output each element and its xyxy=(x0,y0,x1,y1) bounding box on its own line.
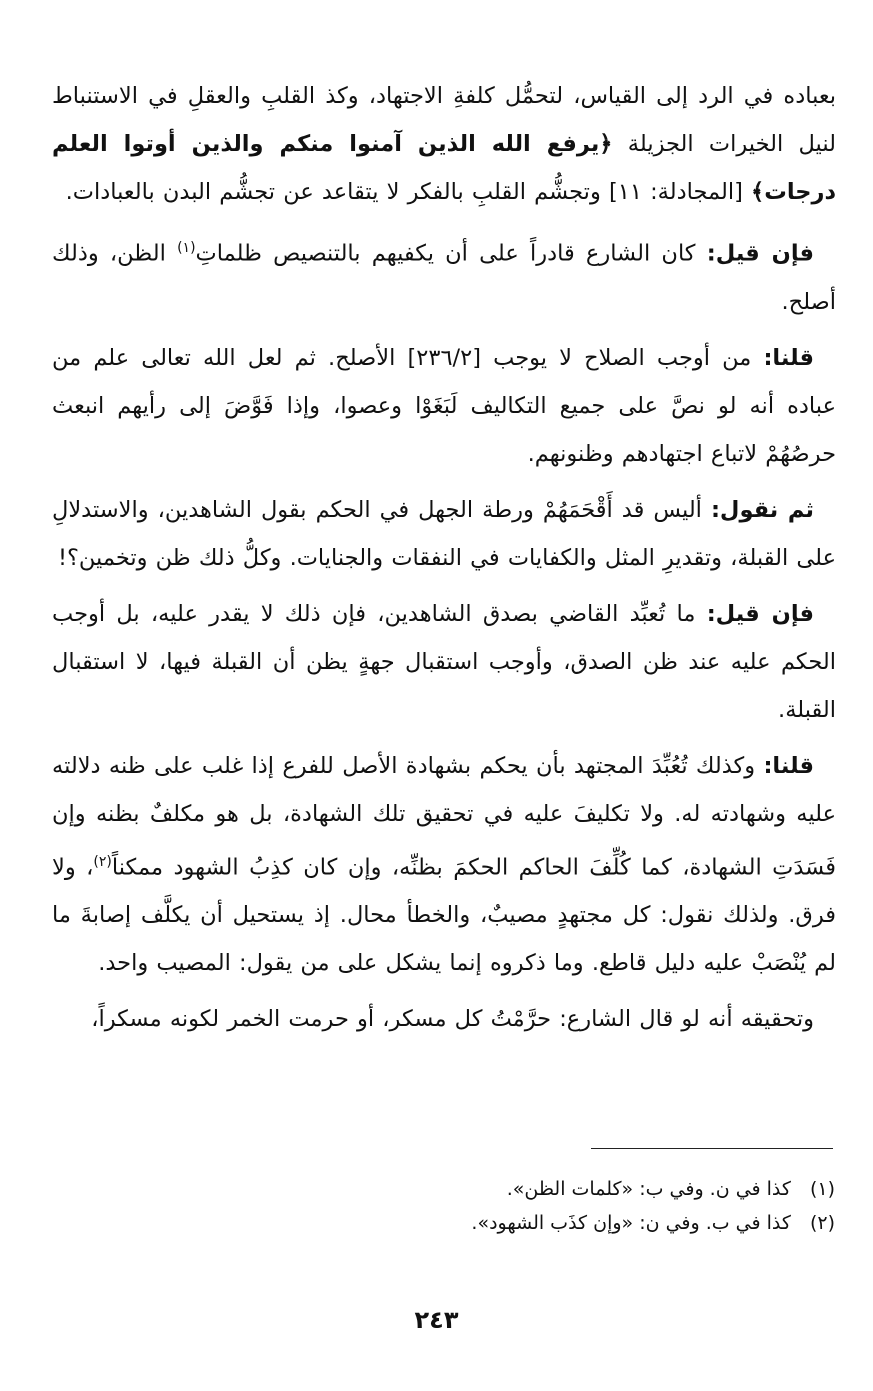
page-number: ٢٤٣ xyxy=(414,1306,459,1334)
footnote-1-number: (١) xyxy=(809,1178,835,1200)
paragraph-6 xyxy=(52,742,836,988)
paragraph-1-text-a: بعباده في الرد إلى القياس، لتحمُّل كلفةِ الاجتهاد، وكذ القلبِ والعقلِ في الاستنباط لنيل الخيرات الجزيلة xyxy=(52,83,836,157)
footnote-ref-2: (٢) xyxy=(93,853,112,870)
paragraph-3 xyxy=(52,334,836,478)
paragraph-7-text: وتحقيقه أنه لو قال الشارع: حرَّمْتُ كل مسكر، أو حرمت الخمر لكونه مسكراً، xyxy=(91,1006,814,1032)
paragraph-3-lead: قلنا: xyxy=(763,344,814,371)
paragraph-2-lead: فإن قيل: xyxy=(706,240,814,267)
paragraph-5 xyxy=(52,590,836,734)
footnote-ref-1: (١) xyxy=(177,240,196,256)
paragraph-3-text: من أوجب الصلاح لا يوجب [٢٣٦/٢] الأصلح. ثم لعل الله تعالى علم من عباده أنه لو نصَّ على جميع التكاليف لَبَغَوْا وعصوا، وإذا فَوَّضَ إلى رأيهم انبعث حرصُهُمْ لاتباع اجتهادهم وظنونهم. xyxy=(52,344,836,467)
footnote-1 xyxy=(75,1172,835,1206)
paragraph-5-lead: فإن قيل: xyxy=(706,600,814,627)
paragraph-6-lead: قلنا: xyxy=(763,752,814,779)
paragraph-1 xyxy=(52,72,836,216)
paragraph-5-text: ما تُعبِّد القاضي بصدق الشاهدين، فإن ذلك لا يقدر عليه، بل أوجب الحكم عليه عند ظن الصدق، وأوجب استقبال جهةٍ يظن أن القبلة فيها، لا استقبال القبلة. xyxy=(52,600,836,723)
paragraph-2-text-b: الظن، وذلك أصلح. xyxy=(52,240,836,315)
paragraph-1-text-b: [المجادلة: ١١] وتجشُّم القلبِ بالفكر لا يتقاعد عن تجشُّم البدن بالعبادات. xyxy=(65,179,752,205)
footnote-1-text: كذا في ن. وفي ب: «كلمات الظن». xyxy=(506,1178,791,1200)
footnote-divider xyxy=(591,1148,833,1149)
paragraph-4 xyxy=(52,486,836,582)
footnote-2-number: (٢) xyxy=(809,1212,835,1234)
footnote-2 xyxy=(75,1206,835,1240)
footnote-2-text: كذا في ب. وفي ن: «وإن كذَب الشهود». xyxy=(471,1212,791,1234)
paragraph-4-lead: ثم نقول: xyxy=(710,496,814,523)
page-body xyxy=(52,72,836,1051)
paragraph-2 xyxy=(52,224,836,326)
paragraph-7 xyxy=(52,995,836,1043)
paragraph-6-text-a: وكذلك تُعُبِّدَ المجتهد بأن يحكم بشهادة الأصل للفرع إذا غلب على ظنه دلالته عليه وشهادته له. ولا تكليفَ عليه في تحقيق تلك الشهادة، بل هو مكلفٌ بظنه وإن فَسَدَتِ الشهادة، كما كُلِّفَ الحاكم الحكمَ بظنِّه، وإن كان كذِبُ الشهود ممكناً xyxy=(52,752,836,880)
quran-verse: ﴿يرفع الله الذين آمنوا منكم والذين أوتوا العلم درجات﴾ xyxy=(52,131,836,205)
paragraph-4-text: أليس قد أَقْحَمَهُمْ ورطة الجهل في الحكم بقول الشاهدين، والاستدلالِ على القبلة، وتقديرِ المثل والكفايات في النفقات والجنايات. وكلُّ ذلك ظن وتخمين؟! xyxy=(52,496,836,571)
footnotes xyxy=(75,1172,835,1240)
paragraph-6-text-b: ، ولا فرق. ولذلك نقول: كل مجتهدٍ مصيبٌ، والخطأ محال. إذ يستحيل أن يكلَّف إصابةَ ما لم يُنْصَبْ عليه دليل قاطع. وما ذكروه إنما يشكل على من يقول: المصيب واحد. xyxy=(52,854,836,976)
paragraph-2-text-a: كان الشارع قادراً على أن يكفيهم بالتنصيص ظلماتِ xyxy=(195,240,707,267)
